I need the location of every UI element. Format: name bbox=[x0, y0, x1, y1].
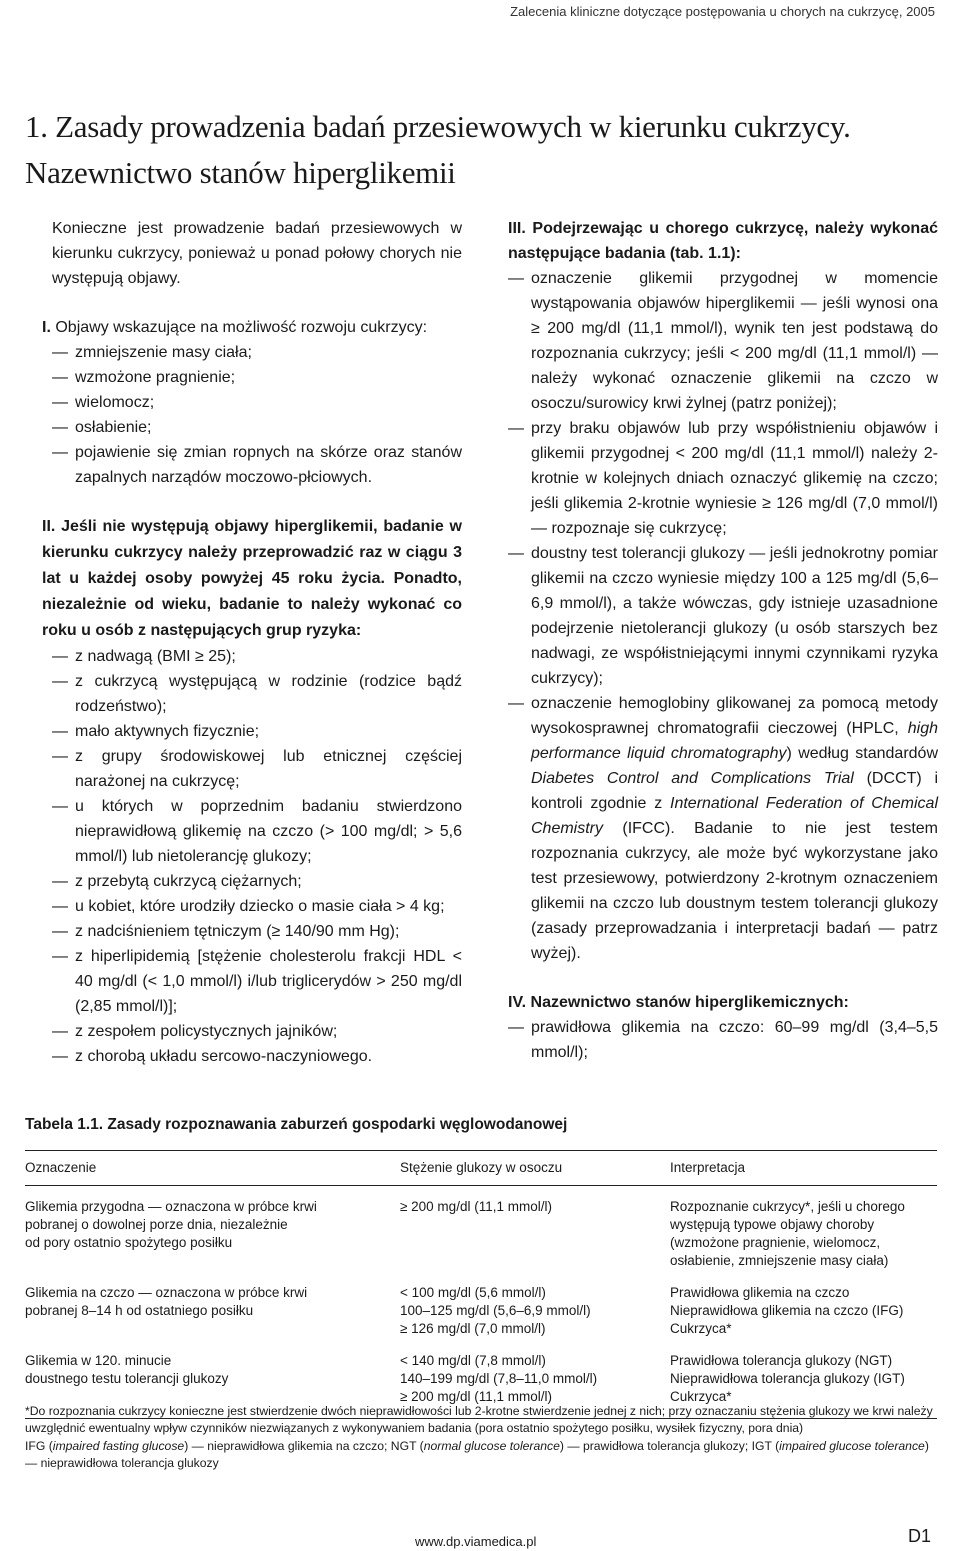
section-3 bbox=[508, 216, 938, 966]
footnote-2 bbox=[25, 1438, 937, 1471]
page-number: D1 bbox=[908, 1526, 932, 1546]
section-3-title: Podejrzewając u chorego cukrzycę, należy wykonać następujące badania (tab. 1.1): bbox=[508, 220, 938, 262]
table-row bbox=[25, 1276, 937, 1344]
section-2-number: II. bbox=[42, 518, 56, 535]
section-1-number: I. bbox=[42, 319, 51, 336]
cell-line: < 100 mg/dl (5,6 mmol/l) bbox=[400, 1285, 546, 1300]
table-cell bbox=[670, 1284, 937, 1338]
table-caption: Tabela 1.1. Zasady rozpoznawania zaburzeń gospodarki węglowodanowej bbox=[25, 1116, 568, 1133]
section-4-number: IV. bbox=[508, 994, 527, 1011]
section-1-heading bbox=[42, 315, 462, 340]
section-3-heading bbox=[508, 216, 938, 266]
list-item: — z hiperlipidemią [stężenie cholesterolu frakcji HDL < 40 mg/dl (< 1,0 mmol/l) i/lub triglicerydów > 250 mg/dl (2,85 mmol/l)]; bbox=[52, 944, 462, 1019]
list-item: — doustny test tolerancji glukozy — jeśli jednokrotny pomiar glikemii na czczo wyniesie między 100 a 125 mg/dl (5,6–6,9 mmol/l), a także wówczas, gdy istnieje uzasadnione podejrzenie nietolerancji glukozy (u osób starszych bez nadwagi, ze współistniejącymi innymi czynnikami ryzyka cukrzycy); bbox=[508, 541, 938, 691]
table-cell bbox=[670, 1352, 937, 1406]
right-column bbox=[508, 216, 938, 1065]
cell-line: (wzmożone pragnienie, wielomocz, bbox=[670, 1235, 881, 1250]
item-text: (DCCT) i kontroli zgodnie z bbox=[531, 770, 938, 812]
table-cell bbox=[670, 1198, 937, 1270]
table-header-cell: Interpretacja bbox=[670, 1160, 746, 1175]
cell-line: doustnego testu tolerancji glukozy bbox=[25, 1371, 229, 1386]
item-italic: International Federation of Chemical Chemistry bbox=[531, 795, 938, 837]
table-cell bbox=[400, 1198, 670, 1270]
footnote-1: *Do rozpoznania cukrzycy konieczne jest stwierdzenie dwóch nieprawidłowości lub 2-krotne stwierdzenie jednej z nich; przy oznaczaniu stężenia glukozy we krwi należy uwzględnić ewentualny wpływ czynników niezwiązanych z wykonywaniem badania (pora ostatnio spożytego posiłku, wysiłek fizyczny, pora dnia) bbox=[25, 1404, 933, 1435]
cell-line: ≥ 200 mg/dl (11,1 mmol/l) bbox=[400, 1389, 552, 1404]
footnote-italic: impaired glucose tolerance bbox=[779, 1439, 925, 1453]
item-italic: high performance liquid chromatography bbox=[531, 720, 938, 762]
cell-line: pobranej o dowolnej porze dnia, niezależnie bbox=[25, 1217, 288, 1232]
list-item: — przy braku objawów lub przy współistnieniu objawów i glikemii przygodnej < 200 mg/dl (11,1 mmol/l) należy 2-krotnie w kolejnych dniach oznaczyć glikemię na czczo; jeśli glikemia 2-krotnie wyniesie ≥ 126 mg/dl (7,0 mmol/l) — rozpoznaje się cukrzycę; bbox=[508, 416, 938, 541]
intro-paragraph: Konieczne jest prowadzenie badań przesiewowych w kierunku cukrzycy, ponieważ u ponad połowy chorych nie występują objawy. bbox=[52, 220, 462, 287]
list-item: — oznaczenie glikemii przygodnej w momencie wystąpowania objawów hiperglikemii — jeśli wynosi ona ≥ 200 mg/dl (11,1 mmol/l), wynik ten jest podstawą do rozpoznania cukrzycy; jeśli < 200 mg/dl (11,1 mmol/l) — należy wykonać oznaczenie glikemii na czczo w osoczu/surowicy krwi żylnej (patrz poniżej); bbox=[508, 266, 938, 416]
table-cell bbox=[400, 1284, 670, 1338]
list-item: — prawidłowa glikemia na czczo: 60–99 mg/dl (3,4–5,5 mmol/l); bbox=[508, 1015, 938, 1065]
list-item: — z zespołem policystycznych jajników; bbox=[52, 1019, 462, 1044]
cell-line: Rozpoznanie cukrzycy*, jeśli u chorego bbox=[670, 1199, 905, 1214]
table-cell bbox=[400, 1352, 670, 1406]
section-4-title: Nazewnictwo stanów hiperglikemicznych: bbox=[530, 994, 849, 1011]
cell-line: Prawidłowa glikemia na czczo bbox=[670, 1285, 850, 1300]
cell-line: < 140 mg/dl (7,8 mmol/l) bbox=[400, 1353, 546, 1368]
list-item: — z nadwagą (BMI ≥ 25); bbox=[52, 644, 462, 669]
list-item: — mało aktywnych fizycznie; bbox=[52, 719, 462, 744]
item-text: ) według standardów bbox=[786, 745, 939, 762]
footnote-text: ) — prawidłowa tolerancja glukozy; IGT ( bbox=[559, 1439, 780, 1453]
list-item: — wielomocz; bbox=[52, 390, 462, 415]
cell-line: Glikemia na czczo — oznaczona w próbce krwi bbox=[25, 1285, 308, 1300]
section-1-list bbox=[52, 340, 462, 490]
cell-line: pobranej 8–14 h od ostatniego posiłku bbox=[25, 1303, 254, 1318]
list-item: — z przebytą cukrzycą ciężarnych; bbox=[52, 869, 462, 894]
section-2-list bbox=[52, 644, 462, 1069]
list-item: — wzmożone pragnienie; bbox=[52, 365, 462, 390]
item-text: (IFCC). Badanie to nie jest testem rozpoznania cukrzycy, ale może być wykorzystane jako test przesiewowy, potwierdzony 2-krotnym oznaczeniem glikemii na czczo lub doustnym testem tolerancji glukozy (zasady przeprowadzania i interpretacji badań — patrz wyżej). bbox=[531, 820, 938, 962]
list-item: — z nadciśnieniem tętniczym (≥ 140/90 mm Hg); bbox=[52, 919, 462, 944]
footnote-text: ) — nieprawidłowa glikemia na czczo; NGT ( bbox=[184, 1439, 424, 1453]
cell-line: 100–125 mg/dl (5,6–6,9 mmol/l) bbox=[400, 1303, 591, 1318]
table-cell bbox=[25, 1352, 400, 1406]
cell-line: 140–199 mg/dl (7,8–11,0 mmol/l) bbox=[400, 1371, 598, 1386]
list-item bbox=[508, 691, 938, 966]
cell-line: Glikemia w 120. minucie bbox=[25, 1353, 172, 1368]
section-4-heading bbox=[508, 990, 938, 1015]
list-item: — u kobiet, które urodziły dziecko o masie ciała > 4 kg; bbox=[52, 894, 462, 919]
table-row bbox=[25, 1186, 937, 1276]
cell-line: występują typowe objawy choroby bbox=[670, 1217, 875, 1232]
section-1 bbox=[42, 315, 462, 490]
cell-line: Nieprawidłowa tolerancja glukozy (IGT) bbox=[670, 1371, 905, 1386]
cell-line: Prawidłowa tolerancja glukozy (NGT) bbox=[670, 1353, 893, 1368]
section-2-title: Jeśli nie występują objawy hiperglikemii, badanie w kierunku cukrzycy należy przeprowadzić raz w ciągu 3 lat u każdej osoby powyżej 45 roku życia. Ponadto, niezależnie od wieku, badanie to należy wykonać co roku u osób z następujących grup ryzyka: bbox=[42, 518, 462, 639]
section-3-number: III. bbox=[508, 220, 526, 237]
list-item: — pojawienie się zmian ropnych na skórze oraz stanów zapalnych narządów moczowo-płciowych. bbox=[52, 440, 462, 490]
footnote-italic: impaired fasting glucose bbox=[52, 1439, 185, 1453]
list-item: — z chorobą układu sercowo-naczyniowego. bbox=[52, 1044, 462, 1069]
table-footnotes bbox=[25, 1403, 937, 1473]
table-header-cell: Oznaczenie bbox=[25, 1160, 97, 1175]
footnote-text: IFG ( bbox=[25, 1439, 53, 1453]
section-1-title: Objawy wskazujące na możliwość rozwoju cukrzycy: bbox=[55, 319, 428, 336]
item-italic: Diabetes Control and Complications Trial bbox=[531, 770, 854, 787]
table-header-cell: Stężenie glukozy w osoczu bbox=[400, 1160, 563, 1175]
table-cell bbox=[25, 1284, 400, 1338]
list-item: — u których w poprzednim badaniu stwierdzono nieprawidłową glikemię na czczo (> 100 mg/dl; > 5,6 mmol/l) lub nietolerancję glukozy; bbox=[52, 794, 462, 869]
cell-line: ≥ 126 mg/dl (7,0 mmol/l) bbox=[400, 1321, 546, 1336]
footer-url: www.dp.viamedica.pl bbox=[415, 1534, 537, 1549]
cell-line: Nieprawidłowa glikemia na czczo (IFG) bbox=[670, 1303, 904, 1318]
section-3-list bbox=[508, 266, 938, 966]
section-4 bbox=[508, 990, 938, 1065]
cell-line: ≥ 200 mg/dl (11,1 mmol/l) bbox=[400, 1199, 552, 1214]
table-cell bbox=[25, 1198, 400, 1270]
cell-line: osłabienie, zmniejszenie masy ciała) bbox=[670, 1253, 889, 1268]
running-header: Zalecenia kliniczne dotyczące postępowania u chorych na cukrzycę, 2005 bbox=[510, 4, 935, 19]
list-item: — zmniejszenie masy ciała; bbox=[52, 340, 462, 365]
cell-line: Glikemia przygodna — oznaczona w próbce krwi bbox=[25, 1199, 317, 1214]
cell-line: Cukrzyca* bbox=[670, 1389, 732, 1404]
footnote-text: ) — nieprawidłowa tolerancja glukozy bbox=[25, 1439, 929, 1470]
list-item: — z cukrzycą występującą w rodzinie (rodzice bądź rodzeństwo); bbox=[52, 669, 462, 719]
list-item: — osłabienie; bbox=[52, 415, 462, 440]
chapter-title-line2: Nazewnictwo stanów hiperglikemii bbox=[25, 155, 456, 190]
item-text: oznaczenie hemoglobiny glikowanej za pomocą metody wysokosprawnej chromatografii cieczowej (HPLC, bbox=[531, 695, 938, 737]
table-header-row bbox=[25, 1151, 937, 1186]
cell-line: od pory ostatnio spożytego posiłku bbox=[25, 1235, 233, 1250]
chapter-title bbox=[25, 104, 945, 196]
cell-line: Cukrzyca* bbox=[670, 1321, 732, 1336]
footnote-italic: normal glucose tolerance bbox=[423, 1439, 560, 1453]
section-4-list bbox=[508, 1015, 938, 1065]
section-2 bbox=[42, 514, 462, 1069]
section-2-heading bbox=[42, 514, 462, 644]
list-item: — z grupy środowiskowej lub etnicznej częściej narażonej na cukrzycę; bbox=[52, 744, 462, 794]
diagnosis-table bbox=[25, 1150, 937, 1419]
left-column bbox=[42, 216, 462, 1069]
chapter-title-line1: 1. Zasady prowadzenia badań przesiewowych w kierunku cukrzycy. bbox=[25, 109, 851, 144]
